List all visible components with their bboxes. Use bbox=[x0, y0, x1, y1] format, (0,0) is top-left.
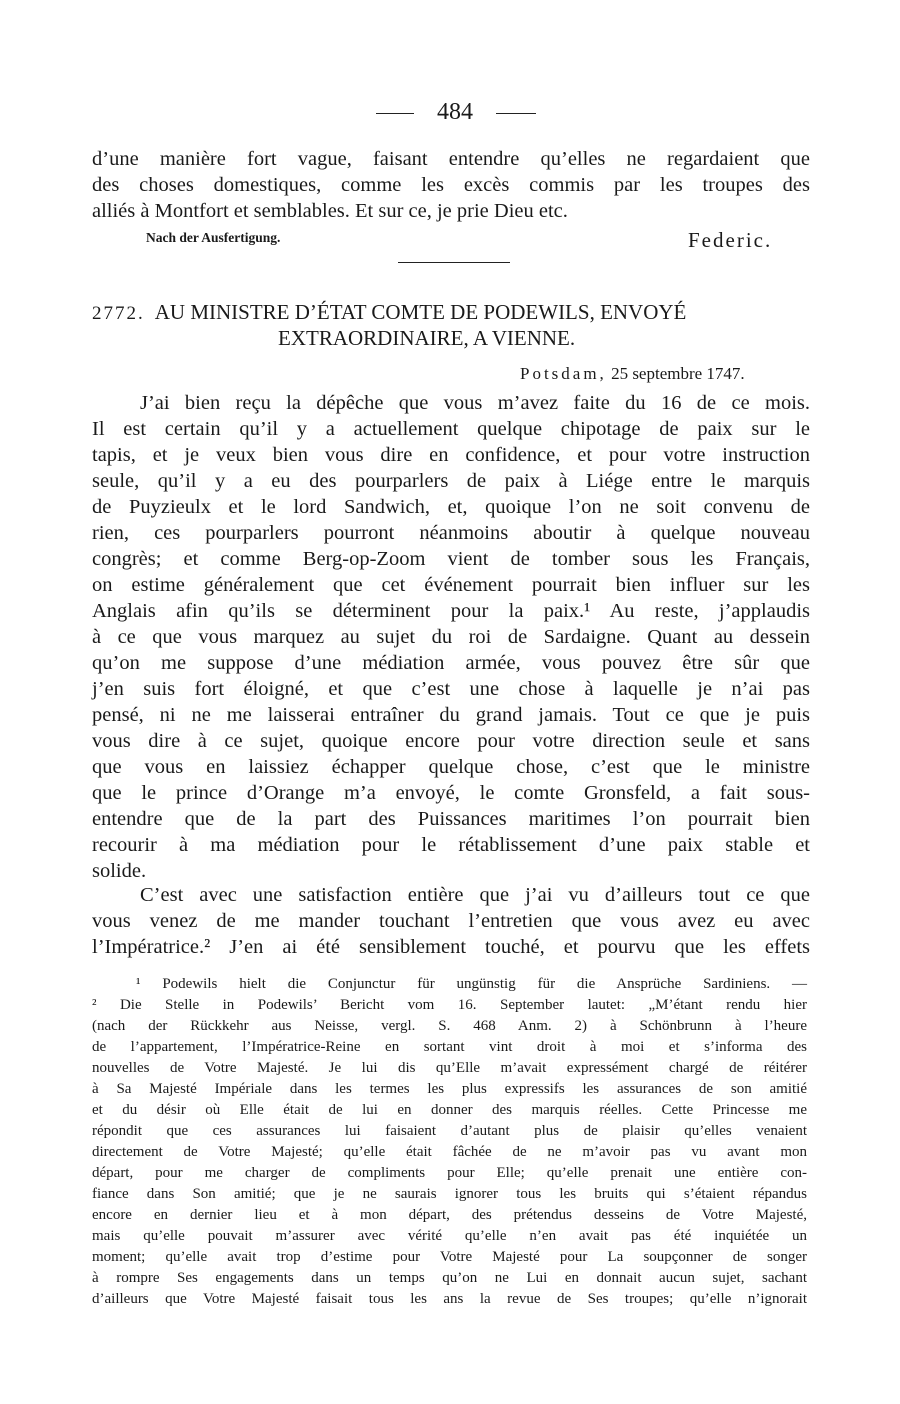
body-line: de Puyzieulx et le lord Sandwich, et, quoique l’on ne soit convenu de bbox=[92, 496, 810, 518]
carryover-line: alliés à Montfort et semblables. Et sur ce, je prie Dieu etc. bbox=[92, 200, 568, 222]
footnote-line: ² Die Stelle in Podewils’ Bericht vom 16. September lautet: „M’étant rendu hier bbox=[92, 997, 807, 1013]
source-note: Nach der Ausfertigung. bbox=[146, 230, 281, 245]
footnote-line: ¹ Podewils hielt die Conjunctur für ungünstig für die Ansprüche Sardiniens. — bbox=[136, 976, 807, 992]
footnote-line: (nach der Rückkehr aus Neisse, vergl. S. 468 Anm. 2) à Schönbrunn à l’heure bbox=[92, 1018, 807, 1034]
body-line: vous dire à ce sujet, quoique encore pour votre direction seule et sans bbox=[92, 730, 810, 752]
header-rule-left bbox=[376, 113, 414, 114]
letter-title-line1: AU MINISTRE D’ÉTAT COMTE DE PODEWILS, ENVOYÉ bbox=[154, 300, 687, 324]
body-line: vous venez de me mander touchant l’entretien que vous avez eu avec bbox=[92, 910, 810, 932]
footnote-line: nouvelles de Votre Majesté. Je lui dis qu’Elle m’avait expressément chargé de réitérer bbox=[92, 1060, 807, 1076]
body-line: solide. bbox=[92, 860, 147, 882]
footnote-line: d’ailleurs que Votre Majesté faisait tous les ans la revue de Ses troupes; qu’elle n’ignorait bbox=[92, 1291, 807, 1307]
body-line: pensé, ni ne me laisserai entraîner du grand jamais. Tout ce que je puis bbox=[92, 704, 810, 726]
body-line: seule, qu’il y a eu des pourparlers de paix à Liége entre le marquis bbox=[92, 470, 810, 492]
body-line: C’est avec une satisfaction entière que j’ai vu d’ailleurs tout ce que bbox=[140, 884, 810, 906]
body-line: congrès; et comme Berg-op-Zoom vient de tomber sous les Français, bbox=[92, 548, 810, 570]
body-line: rien, ces pourparlers pourront néanmoins aboutir à quelque nouveau bbox=[92, 522, 810, 544]
signature: Federic. bbox=[688, 228, 773, 252]
letter-heading bbox=[92, 299, 686, 327]
footnote-line: à Sa Majesté Impériale dans les termes les plus expressifs les assurances de son amitié bbox=[92, 1081, 807, 1097]
footnote-line: encore en dernier lieu et à mon départ, des prétendus desseins de Votre Majesté, bbox=[92, 1207, 807, 1223]
body-line: que vous en laissiez échapper quelque chose, c’est que le ministre bbox=[92, 756, 810, 778]
running-header bbox=[0, 96, 900, 130]
body-line: tapis, et je veux bien vous dire en confidence, et pour votre instruction bbox=[92, 444, 810, 466]
body-line: Anglais afin qu’ils se déterminent pour la paix.¹ Au reste, j’applaudis bbox=[92, 600, 810, 622]
body-line: on estime généralement que cet événement pourrait bien influer sur les bbox=[92, 574, 810, 596]
letter-number: 2772. bbox=[92, 303, 145, 324]
carryover-line: des choses domestiques, comme les excès commis par les troupes des bbox=[92, 174, 810, 196]
footnote-line: fiance dans Son amitié; que je ne saurais ignorer tous les bruits qui s’étaient répandus bbox=[92, 1186, 807, 1202]
footnote-line: et du désir où Elle était de lui en donner des marquis réelles. Cette Princesse me bbox=[92, 1102, 807, 1118]
letter-title-line2: EXTRAORDINAIRE, A VIENNE. bbox=[278, 326, 576, 350]
footnote-line: à rompre Ses engagements dans un temps qu’on ne Lui en donnait aucun sujet, sachant bbox=[92, 1270, 807, 1286]
body-line: j’en suis fort éloigné, et que c’est une chose à laquelle je n’ai pas bbox=[92, 678, 810, 700]
body-line: Il est certain qu’il y a actuellement quelque chipotage de paix sur le bbox=[92, 418, 810, 440]
carryover-line: d’une manière fort vague, faisant entendre qu’elles ne regardaient que bbox=[92, 148, 810, 170]
body-line: recourir à ma médiation pour le rétablissement d’une paix stable et bbox=[92, 834, 810, 856]
body-line: qu’on me suppose d’une médiation armée, vous pouvez être sûr que bbox=[92, 652, 810, 674]
place: Potsdam, bbox=[520, 364, 607, 383]
date: 25 septembre 1747. bbox=[611, 364, 745, 383]
body-line: l’Impératrice.² J’en ai été sensiblement touché, et pourvu que les effets bbox=[92, 936, 810, 958]
body-line: à ce que vous marquez au sujet du roi de Sardaigne. Quant au dessein bbox=[92, 626, 810, 648]
header-rule-right bbox=[496, 113, 536, 114]
footnote-line: départ, pour me charger de compliments pour Elle; qu’elle prenait une entière con- bbox=[92, 1165, 807, 1181]
page-number: 484 bbox=[437, 99, 473, 125]
section-separator bbox=[398, 262, 510, 263]
footnote-line: moment; qu’elle avait trop d’estime pour Votre Majesté pour La soupçonner de songer bbox=[92, 1249, 807, 1265]
footnote-line: de l’appartement, l’Impératrice-Reine en sortant vint droit à moi et s’informa des bbox=[92, 1039, 807, 1055]
footnote-line: mais qu’elle pouvait m’assurer avec vérité qu’elle n’en avait pas été inquiétée un bbox=[92, 1228, 807, 1244]
body-line: J’ai bien reçu la dépêche que vous m’avez faite du 16 de ce mois. bbox=[140, 392, 810, 414]
footnote-line: directement de Votre Majesté; qu’elle était fâchée de ne m’avoir pas vu avant mon bbox=[92, 1144, 807, 1160]
dateline bbox=[520, 364, 745, 384]
body-line: que le prince d’Orange m’a envoyé, le comte Gronsfeld, a fait sous- bbox=[92, 782, 810, 804]
body-line: entendre que de la part des Puissances maritimes l’on pourrait bien bbox=[92, 808, 810, 830]
footnote-line: répondit que ces assurances lui faisaient d’autant plus de plaisir qu’elles venaient bbox=[92, 1123, 807, 1139]
